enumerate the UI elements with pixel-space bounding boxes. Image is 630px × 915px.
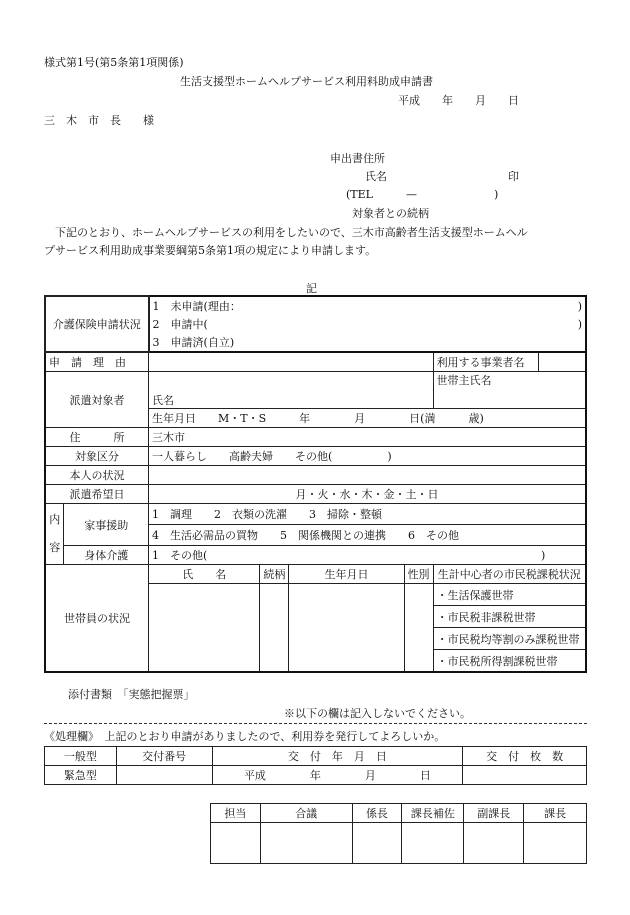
- kaigo-option-1-end: ): [538, 296, 586, 315]
- type-general: 一般型: [45, 747, 117, 766]
- page-title: 生活支援型ホームヘルプサービス利用料助成申請書: [180, 75, 433, 88]
- applicant-tel: (TEL — ): [346, 188, 499, 201]
- days-value: 月・火・水・木・金・土・日: [149, 485, 586, 504]
- approval-stamp-4: [402, 823, 464, 864]
- addressee: 三 木 市 長 様: [44, 114, 154, 127]
- date-line: 平成 年 月 日: [398, 94, 519, 107]
- care-label: 身体介護: [64, 546, 149, 565]
- approval-stamp-3: [352, 823, 402, 864]
- birth-date: 生年月日 M・T・S 年 月 日(満 歳): [149, 409, 586, 428]
- household-header-birth: 生年月日: [289, 565, 404, 584]
- content-label: [45, 504, 64, 565]
- householder-label: 世帯主氏名: [433, 372, 586, 409]
- provider-label: 利用する事業者名: [433, 352, 538, 372]
- body-text-line-2: プサービス利用助成事業要綱第5条第1項の規定により申請します。: [44, 244, 377, 257]
- ki-heading: 記: [306, 282, 317, 295]
- housework-row-2: 4 生活必需品の買物 5 関係機関との連携 6 その他: [149, 525, 586, 546]
- provider-value: [538, 352, 586, 372]
- reason-label: 申 請 理 由: [45, 352, 149, 372]
- care-value: 1 その他(: [149, 546, 538, 565]
- target-name: 氏名: [149, 372, 434, 409]
- notice-note: ※以下の欄は記入しないでください。: [284, 707, 471, 720]
- household-header-tax: 生計中心者の市民税課税状況: [433, 565, 586, 584]
- household-header-name: 氏 名: [149, 565, 260, 584]
- kaigo-option-1: 1 未申請(理由：: [149, 296, 538, 315]
- issue-date-value: 平成 年 月 日: [212, 766, 463, 785]
- approval-kakaricho: 係長: [352, 804, 402, 823]
- body-text-line-1: 下記のとおり、ホームヘルプサービスの利用をしたいので、三木市高齢者生活支援型ホームヘル: [44, 226, 528, 239]
- household-label: 世帯員の状況: [45, 565, 149, 673]
- issue-table: [44, 746, 587, 785]
- applicant-address: 申出書住所: [330, 152, 385, 165]
- tax-status-2: ・市民税非課税世帯: [433, 606, 586, 628]
- approval-stamp-1: [211, 823, 261, 864]
- form-number: 様式第1号(第5条第1項関係): [44, 56, 184, 69]
- address-label: 住 所: [45, 428, 149, 447]
- seal-mark: 印: [508, 170, 519, 183]
- condition-value: [149, 466, 586, 485]
- issue-count-header: 交 付 枚 数: [463, 747, 587, 766]
- household-name-cell: [149, 584, 260, 673]
- approval-kacho: 課長: [524, 804, 587, 823]
- housework-row-1: 1 調理 2 衣類の洗濯 3 掃除・整頓: [149, 504, 586, 525]
- household-sex-cell: [404, 584, 433, 673]
- days-label: 派遣希望日: [45, 485, 149, 504]
- approval-table: [210, 803, 587, 864]
- cut-line: [44, 723, 587, 724]
- approval-fuku-kacho: 副課長: [464, 804, 524, 823]
- reason-value: [149, 352, 434, 372]
- content-label-bottom: 容: [49, 541, 61, 554]
- approval-stamp-2: [260, 823, 352, 864]
- approval-kacho-hosa: 課長補佐: [402, 804, 464, 823]
- kaigo-option-2-end: ): [538, 315, 586, 333]
- kaigo-option-3: 3 申請済(自立): [149, 333, 586, 352]
- condition-label: 本人の状況: [45, 466, 149, 485]
- housework-label: 家事援助: [64, 504, 149, 546]
- type-urgent: 緊急型: [45, 766, 117, 785]
- kaigo-option-2: 2 申請中(: [149, 315, 538, 333]
- applicant-relation: 対象者との続柄: [352, 207, 429, 220]
- application-table: [44, 295, 587, 673]
- approval-gogi: 合議: [260, 804, 352, 823]
- category-label: 対象区分: [45, 447, 149, 466]
- issue-count-value: [463, 766, 587, 785]
- tax-status-4: ・市民税所得割課税世帯: [433, 650, 586, 673]
- category-value: 一人暮らし 高齢夫婦 その他( ): [149, 447, 586, 466]
- household-header-sex: 性別: [404, 565, 433, 584]
- household-relation-cell: [260, 584, 289, 673]
- target-label: 派遣対象者: [45, 372, 149, 428]
- approval-stamp-6: [524, 823, 587, 864]
- household-header-relation: 続柄: [260, 565, 289, 584]
- attachment-note: 添付書類 「実態把握票」: [68, 688, 195, 701]
- issue-number-header: 交付番号: [116, 747, 212, 766]
- issue-number-value: [116, 766, 212, 785]
- content-label-top: 内: [49, 513, 61, 526]
- applicant-name: 氏名: [365, 170, 387, 183]
- care-value-end: ): [538, 546, 586, 565]
- approval-stamp-5: [464, 823, 524, 864]
- address-value: 三木市: [149, 428, 586, 447]
- approval-tanto: 担当: [211, 804, 261, 823]
- kaigo-label: 介護保険申請状況: [45, 296, 149, 352]
- household-birth-cell: [289, 584, 404, 673]
- tax-status-3: ・市民税均等割のみ課税世帯: [433, 628, 586, 650]
- issue-date-header: 交 付 年 月 日: [212, 747, 463, 766]
- processing-note: 《処理欄》 上記のとおり申請がありましたので、利用券を発行してよろしいか。: [44, 730, 446, 743]
- tax-status-1: ・生活保護世帯: [433, 584, 586, 606]
